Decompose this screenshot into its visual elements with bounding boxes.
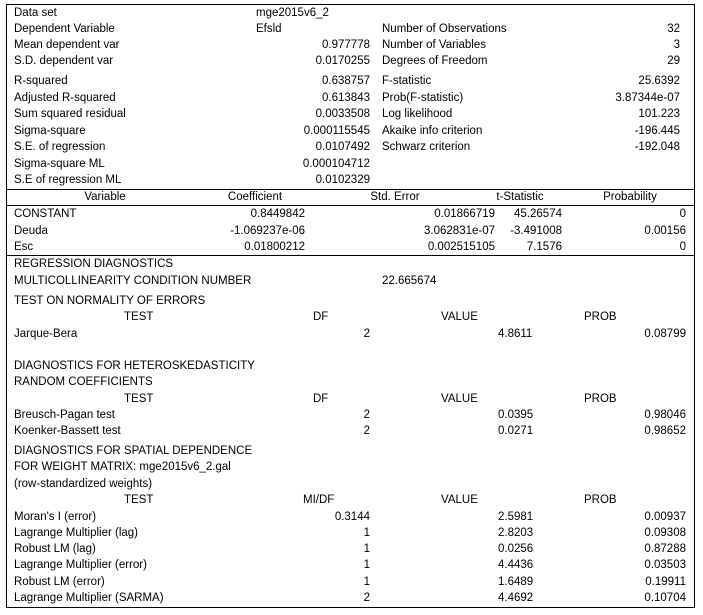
spatial-weights-note: (row-standardized weights)	[14, 478, 153, 490]
data-set-value: mge2015v6_2	[256, 7, 329, 19]
table-row-value: 2.5981	[498, 511, 534, 523]
hetero-header-prob: PROB	[584, 393, 617, 405]
table-row-prob: 0.09308	[644, 527, 686, 539]
table-row-prob: 0.08799	[644, 328, 686, 340]
table-row-variable: Deuda	[14, 225, 48, 237]
diagnostics-title: REGRESSION DIAGNOSTICS	[14, 258, 174, 270]
table-row-midf: 1	[363, 543, 370, 555]
table-row-stderror: 0.01866719	[434, 208, 495, 220]
table-row-midf: 1	[363, 559, 370, 571]
spatial-header-test: TEST	[124, 494, 154, 506]
table-row-test: Lagrange Multiplier (error)	[14, 559, 147, 571]
r2-value: 0.638757	[322, 75, 370, 87]
normality-title: TEST ON NORMALITY OF ERRORS	[14, 295, 206, 307]
table-row-value: 1.6489	[498, 576, 534, 588]
mean-dep-value: 0.977778	[322, 39, 370, 51]
table-row-value: 0.0271	[498, 425, 534, 437]
spatial-header-prob: PROB	[584, 494, 617, 506]
table-row-df: 2	[363, 409, 370, 421]
table-row-midf: 1	[363, 576, 370, 588]
normality-header-test: TEST	[124, 311, 154, 323]
coef-header-probability: Probability	[603, 191, 657, 203]
table-row-tstat: 45.26574	[514, 208, 562, 220]
fstat-value: 25.6392	[638, 75, 680, 87]
sd-dep-value: 0.0170255	[315, 55, 370, 67]
table-row-variable: Esc	[14, 241, 34, 253]
sd-dep-label: S.D. dependent var	[14, 55, 114, 67]
hetero-subtitle: RANDOM COEFFICIENTS	[14, 376, 153, 388]
dependent-variable-value: Efsld	[256, 23, 282, 35]
coef-header-stderror: Std. Error	[370, 191, 420, 203]
adj-r2-label: Adjusted R-squared	[14, 92, 116, 104]
table-row-test: Lagrange Multiplier (lag)	[14, 527, 139, 539]
r2-label: R-squared	[14, 75, 68, 87]
table-row-df: 2	[363, 328, 370, 340]
n-vars-label: Number of Variables	[382, 39, 486, 51]
n-vars-value: 3	[673, 39, 680, 51]
coef-header-tstat: t-Statistic	[496, 191, 544, 203]
table-row-test: Robust LM (lag)	[14, 543, 96, 555]
normality-header-prob: PROB	[584, 311, 617, 323]
table-row-prob: 0.98046	[644, 409, 686, 421]
table-row-value: 4.4436	[498, 559, 534, 571]
table-row-probability: 0	[679, 241, 686, 253]
dof-label: Degrees of Freedom	[382, 55, 488, 67]
sigma2ml-value: 0.000104712	[302, 158, 370, 170]
divider	[6, 255, 695, 256]
table-row-value: 4.8611	[498, 328, 533, 340]
coef-header-coefficient: Coefficient	[227, 191, 283, 203]
table-row-midf: 1	[363, 527, 370, 539]
loglik-label: Log likelihood	[382, 108, 453, 120]
table-row-variable: CONSTANT	[14, 208, 77, 220]
multicollinearity-label: MULTICOLLINEARITY CONDITION NUMBER	[14, 275, 252, 287]
spatial-weight-matrix: FOR WEIGHT MATRIX: mge2015v6_2.gal	[14, 461, 231, 473]
sigma2ml-label: Sigma-square ML	[14, 158, 105, 170]
table-row-value: 4.4692	[498, 592, 534, 604]
table-row-probability: 0	[679, 208, 686, 220]
spatial-title: DIAGNOSTICS FOR SPATIAL DEPENDENCE	[14, 445, 253, 457]
table-row-prob: 0.10704	[644, 592, 686, 604]
data-set-label: Data set	[14, 7, 57, 19]
se-reg-label: S.E. of regression	[14, 141, 106, 153]
table-row-test: Breusch-Pagan test	[14, 409, 116, 421]
aic-label: Akaike info criterion	[382, 125, 483, 137]
sc-value: -192.048	[634, 141, 680, 153]
table-row-tstat: 7.1576	[526, 241, 562, 253]
normality-header-df: DF	[313, 311, 329, 323]
table-row-test: Jarque-Bera	[14, 328, 78, 340]
hetero-title: DIAGNOSTICS FOR HETEROSKEDASTICITY	[14, 360, 255, 372]
sc-label: Schwarz criterion	[382, 141, 471, 153]
table-row-stderror: 3.062831e-07	[424, 225, 495, 237]
seml-value: 0.0102329	[315, 174, 370, 186]
aic-value: -196.445	[634, 125, 680, 137]
probf-value: 3.87344e-07	[615, 92, 680, 104]
ssr-value: 0.0033508	[315, 108, 370, 120]
table-row-value: 2.8203	[498, 527, 534, 539]
table-row-tstat: -3.491008	[510, 225, 562, 237]
table-row-prob: 0.00937	[644, 511, 686, 523]
mean-dep-label: Mean dependent var	[14, 39, 120, 51]
spatial-header-midf: MI/DF	[303, 494, 335, 506]
table-row-df: 2	[363, 425, 370, 437]
normality-header-value: VALUE	[441, 311, 478, 323]
table-row-coefficient: -1.069237e-06	[230, 225, 305, 237]
hetero-header-test: TEST	[124, 393, 154, 405]
table-row-test: Robust LM (error)	[14, 576, 105, 588]
table-row-prob: 0.03503	[644, 559, 686, 571]
table-row-test: Moran's I (error)	[14, 511, 97, 523]
se-reg-value: 0.0107492	[315, 141, 370, 153]
table-row-midf: 0.3144	[334, 511, 370, 523]
table-row-probability: 0.00156	[644, 225, 686, 237]
sigma2-value: 0.000115545	[303, 125, 370, 137]
table-row-prob: 0.98652	[644, 425, 686, 437]
table-row-prob: 0.87288	[644, 543, 686, 555]
table-row-value: 0.0256	[498, 543, 534, 555]
table-row-value: 0.0395	[498, 409, 534, 421]
loglik-value: 101.223	[638, 108, 680, 120]
divider	[6, 205, 695, 206]
hetero-header-df: DF	[313, 393, 329, 405]
probf-label: Prob(F-statistic)	[382, 92, 464, 104]
coef-header-variable: Variable	[84, 191, 126, 203]
multicollinearity-value: 22.665674	[382, 275, 437, 287]
sigma2-label: Sigma-square	[14, 125, 86, 137]
table-row-test: Koenker-Bassett test	[14, 425, 121, 437]
table-row-stderror: 0.002515105	[427, 241, 495, 253]
hetero-header-value: VALUE	[441, 393, 478, 405]
table-row-midf: 2	[363, 592, 370, 604]
adj-r2-value: 0.613843	[322, 92, 370, 104]
n-obs-label: Number of Observations	[382, 23, 507, 35]
dependent-variable-label: Dependent Variable	[14, 23, 115, 35]
table-row-prob: 0.19911	[645, 576, 686, 588]
table-row-coefficient: 0.8449842	[250, 208, 305, 220]
n-obs-value: 32	[667, 23, 680, 35]
table-row-coefficient: 0.01800212	[244, 241, 305, 253]
fstat-label: F-statistic	[382, 75, 432, 87]
ssr-label: Sum squared residual	[14, 108, 126, 120]
seml-label: S.E of regression ML	[14, 174, 122, 186]
table-row-test: Lagrange Multiplier (SARMA)	[14, 592, 164, 604]
dof-value: 29	[667, 55, 680, 67]
spatial-header-value: VALUE	[441, 494, 478, 506]
